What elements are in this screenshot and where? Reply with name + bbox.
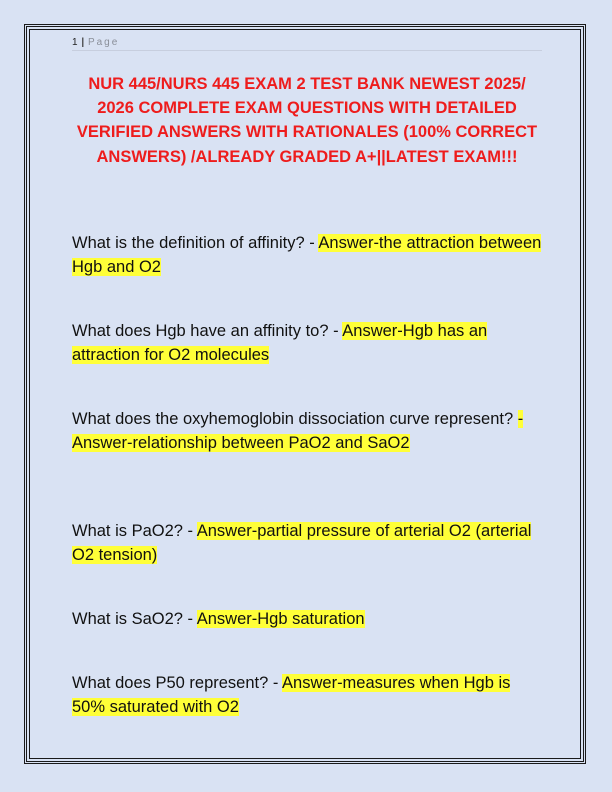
answer-text: Answer-the attraction between Hgb and O2 <box>72 234 542 276</box>
page-separator: | <box>81 37 85 48</box>
page-label: Page <box>87 37 120 48</box>
qa-item <box>72 231 547 279</box>
question-text: What is PaO2? - <box>72 522 197 540</box>
qa-item <box>72 607 547 631</box>
answer-text: - Answer-relationship between PaO2 and SaO2 <box>72 410 524 452</box>
question-text: What is SaO2? - <box>72 610 197 628</box>
qa-item <box>72 407 547 455</box>
answer-text: Answer-measures when Hgb is 50% saturated with O2 <box>72 674 511 716</box>
page-header <box>72 36 542 51</box>
question-text: What is the definition of affinity? - <box>72 234 319 252</box>
question-text: What does P50 represent? - <box>72 674 283 692</box>
answer-text: Answer-partial pressure of arterial O2 (arterial O2 tension) <box>72 522 532 564</box>
answer-text: Answer-Hgb saturation <box>196 610 365 628</box>
question-text: What does the oxyhemoglobin dissociation curve represent? <box>72 410 518 428</box>
qa-item <box>72 319 547 367</box>
qa-item <box>72 671 547 719</box>
answer-text: Answer-Hgb has an attraction for O2 molecules <box>72 322 488 364</box>
question-text: What does Hgb have an affinity to? - <box>72 322 343 340</box>
document-title: NUR 445/NURS 445 EXAM 2 TEST BANK NEWEST 2025/ 2026 COMPLETE EXAM QUESTIONS WITH DETAILED VERIFIED ANSWERS WITH RATIONALES (100% CORRECT ANSWERS) /ALREADY GRADED A+||LATEST EXAM!!! <box>76 75 538 166</box>
page-number: 1 <box>72 37 78 48</box>
qa-item <box>72 519 547 567</box>
